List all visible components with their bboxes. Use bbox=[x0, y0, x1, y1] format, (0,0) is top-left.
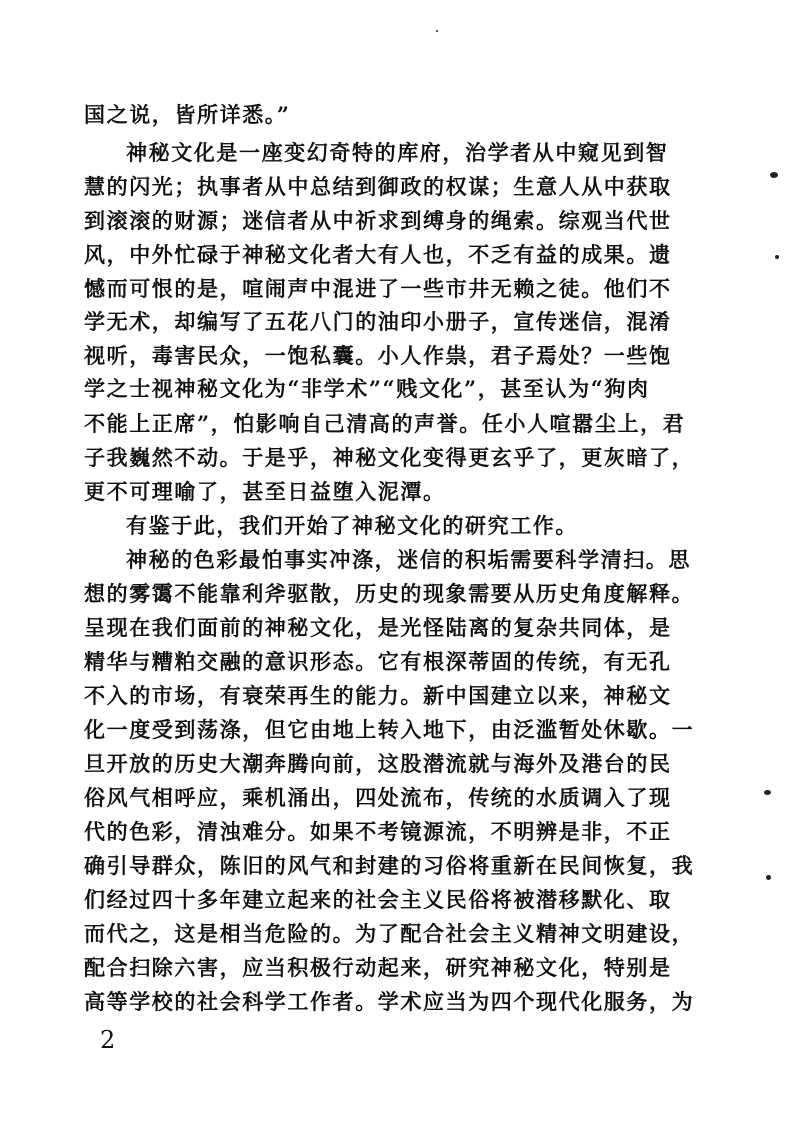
text-line: 代的色彩，清浊难分。如果不考镜源流，不明辨是非，不正 bbox=[84, 819, 672, 844]
text-line: 风，中外忙碌于神秘文化者大有人也，不乏有益的成果。遗 bbox=[84, 242, 672, 267]
scan-speck bbox=[436, 30, 438, 32]
text-line: 学之士视神秘文化为“非学术”“贱文化”，甚至认为“狗肉 bbox=[84, 376, 650, 401]
text-line: 确引导群众，陈旧的风气和封建的习俗将重新在民间恢复，我 bbox=[84, 853, 694, 878]
text-line: 旦开放的历史大潮奔腾向前，这股潜流就与海外及港台的民 bbox=[84, 751, 672, 776]
text-line: 子我巍然不动。于是乎，神秘文化变得更玄乎了，更灰暗了， bbox=[84, 445, 694, 470]
page-number: 2 bbox=[100, 1026, 116, 1054]
scan-speck bbox=[770, 172, 778, 178]
text-line: 更不可理喻了，甚至日益堕入泥潭。 bbox=[84, 479, 446, 504]
text-line: 们经过四十多年建立起来的社会主义民俗将被潜移默化、取 bbox=[84, 887, 672, 912]
text-line: 俗风气相呼应，乘机涌出，四处流布，传统的水质调入了现 bbox=[84, 785, 672, 810]
text-line: 国之说，皆所详悉。” bbox=[84, 102, 291, 127]
text-line: 化一度受到荡涤，但它由地上转入地下，由泛滥暂处休歇。一 bbox=[84, 717, 694, 742]
text-line: 不入的市场，有衰荣再生的能力。新中国建立以来，神秘文 bbox=[84, 683, 672, 708]
text-line: 神秘文化是一座变幻奇特的库府，治学者从中窥见到智 bbox=[126, 140, 669, 165]
text-line: 神秘的色彩最怕事实冲涤，迷信的积垢需要科学清扫。思 bbox=[126, 547, 691, 572]
text-line: 高等学校的社会科学工作者。学术应当为四个现代化服务，为 bbox=[84, 989, 694, 1014]
text-line: 想的雾霭不能靠利斧驱散，历史的现象需要从历史角度解释。 bbox=[84, 581, 694, 606]
text-line: 到滚滚的财源；迷信者从中祈求到缚身的绳索。综观当代世 bbox=[84, 208, 672, 233]
text-line: 而代之，这是相当危险的。为了配合社会主义精神文明建设， bbox=[84, 921, 694, 946]
text-line: 视听，毒害民众，一饱私囊。小人作祟，君子焉处？一些饱 bbox=[84, 343, 672, 368]
scan-speck bbox=[775, 255, 779, 259]
text-line: 呈现在我们面前的神秘文化，是光怪陆离的复杂共同体，是 bbox=[84, 615, 672, 640]
text-line: 学无术，却编写了五花八门的油印小册子，宣传迷信，混淆 bbox=[84, 309, 672, 334]
scan-speck bbox=[766, 875, 771, 880]
text-line: 慧的闪光；执事者从中总结到御政的权谋；生意人从中获取 bbox=[84, 174, 672, 199]
text-line: 憾而可恨的是，喧闹声中混进了一些市井无赖之徒。他们不 bbox=[84, 276, 672, 301]
text-line: 配合扫除六害，应当积极行动起来，研究神秘文化，特别是 bbox=[84, 955, 672, 980]
text-line: 不能上正席”，怕影响自己清高的声誉。任小人喧嚣尘上，君 bbox=[84, 411, 686, 436]
scan-speck bbox=[764, 790, 771, 795]
text-line: 精华与糟粕交融的意识形态。它有根深蒂固的传统，有无孔 bbox=[84, 649, 672, 674]
text-line: 有鉴于此，我们开始了神秘文化的研究工作。 bbox=[126, 513, 578, 538]
